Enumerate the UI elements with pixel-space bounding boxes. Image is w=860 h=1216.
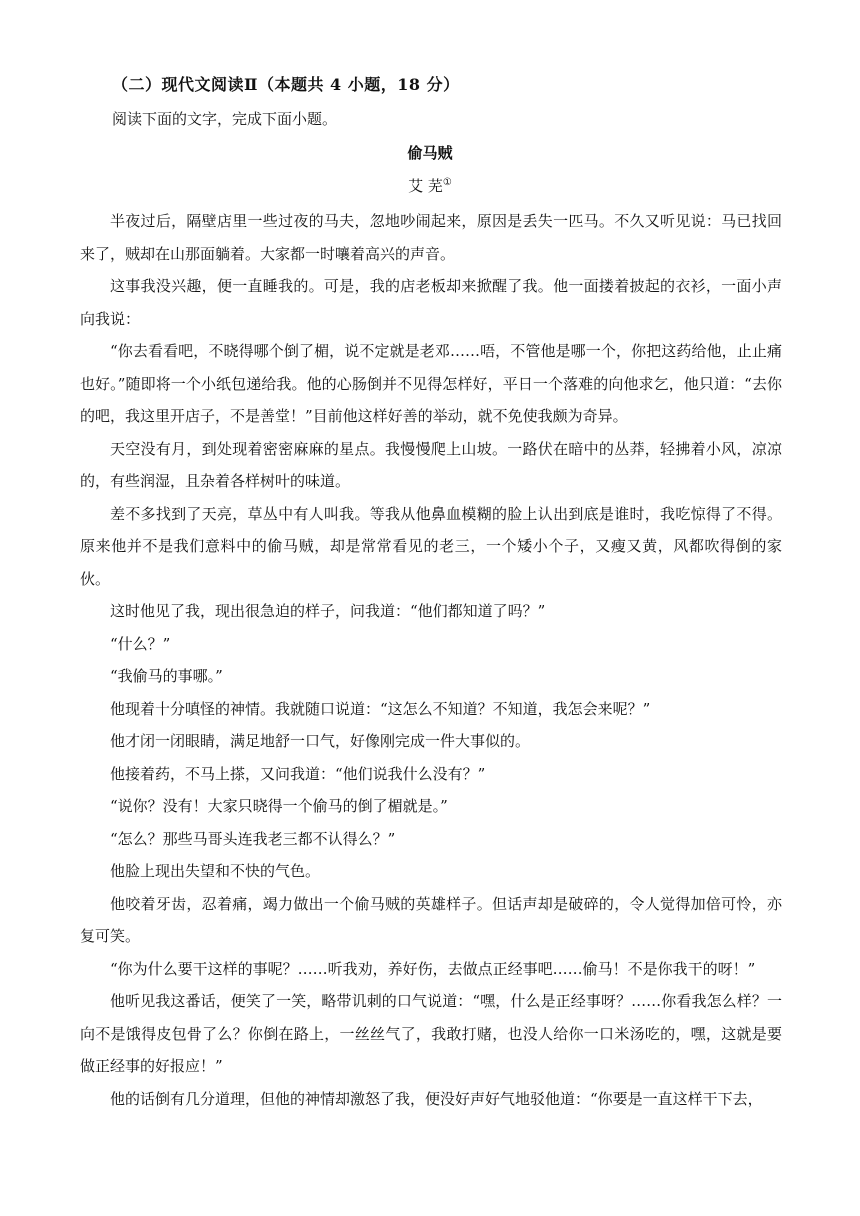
paragraph: “你为什么要干这样的事呢？……听我劝，养好伤，去做点正经事吧……偷马！不是你我干的呀！”: [110, 959, 756, 978]
section-heading: （二）现代文阅读Ⅱ（本题共 4 小题，18 分）: [112, 75, 460, 94]
paragraph: 他咬着牙齿，忍着痛，竭力做出一个偷马贼的英雄样子。但话声却是破碎的，令人觉得加倍可怜，亦复可笑。: [80, 894, 782, 945]
paragraph: “怎么？那些马哥头连我老三都不认得么？”: [110, 829, 396, 848]
article-body: [80, 205, 782, 1115]
paragraph: “什么？”: [110, 634, 171, 653]
paragraph: 半夜过后，隔壁店里一些过夜的马夫，忽地吵闹起来，原因是丢失一匹马。不久又听见说：马已找回来了，贼却在山那面躺着。大家都一时嚷着高兴的声音。: [80, 212, 782, 263]
paragraph: 他现着十分嗔怪的神情。我就随口说道：“这怎么不知道？不知道，我怎会来呢？”: [110, 699, 651, 718]
paragraph: 他听见我这番话，便笑了一笑，略带讥刺的口气说道：“嘿，什么是正经事呀？……你看我怎么样？一向不是饿得皮包骨了么？你倒在路上，一丝丝气了，我敢打赌，也没人给你一口米汤吃的，嘿，这就是要做正经事的好报应！”: [80, 992, 782, 1075]
author-footnote-mark: ①: [442, 177, 452, 188]
author-name: 艾 芜: [408, 177, 443, 195]
paragraph: 他脸上现出失望和不快的气色。: [110, 862, 321, 880]
paragraph: 这时他见了我，现出很急迫的样子，问我道：“他们都知道了吗？”: [110, 602, 546, 620]
paragraph: 天空没有月，到处现着密密麻麻的星点。我慢慢爬上山坡。一路伏在暗中的丛莽，轻拂着小风，凉凉的，有些润湿，且杂着各样树叶的味道。: [80, 439, 782, 490]
paragraph: 这事我没兴趣，便一直睡我的。可是，我的店老板却来掀醒了我。他一面搂着披起的衣衫，一面小声向我说：: [80, 277, 782, 328]
paragraph: 他才闭一闭眼睛，满足地舒一口气，好像刚完成一件大事似的。: [110, 732, 531, 750]
paragraph: 他接着药，不马上搽，又问我道：“他们说我什么没有？”: [110, 764, 486, 783]
paragraph: “我偷马的事哪。”: [110, 667, 223, 685]
instruction-text: 阅读下面的文字，完成下面小题。: [112, 110, 338, 128]
paragraph: 差不多找到了天亮，草丛中有人叫我。等我从他鼻血模糊的脸上认出到底是谁时，我吃惊得了不得。原来他并不是我们意料中的偷马贼，却是常常看见的老三，一个矮小个子，又瘦又黄，风都吹得倒的家伙。: [80, 504, 782, 588]
paragraph: 他的话倒有几分道理，但他的神情却激怒了我，便没好声好气地驳他道：“你要是一直这样干下去，: [110, 1089, 763, 1108]
article-author: [0, 175, 860, 196]
article-title: 偷马贼: [407, 144, 453, 162]
paragraph: “说你？没有！大家只晓得一个偷马的倒了楣就是。”: [110, 797, 448, 815]
paragraph: “你去看看吧，不晓得哪个倒了楣，说不定就是老邓……唔，不管他是哪一个，你把这药给他，止止痛也好。”随即将一个小纸包递给我。他的心肠倒并不见得怎样好，平日一个落难的向他求乞，他只道：“去你的吧，我这里开店子，不是善堂！”目前他这样好善的举动，就不免使我颇为奇异。: [80, 342, 782, 425]
